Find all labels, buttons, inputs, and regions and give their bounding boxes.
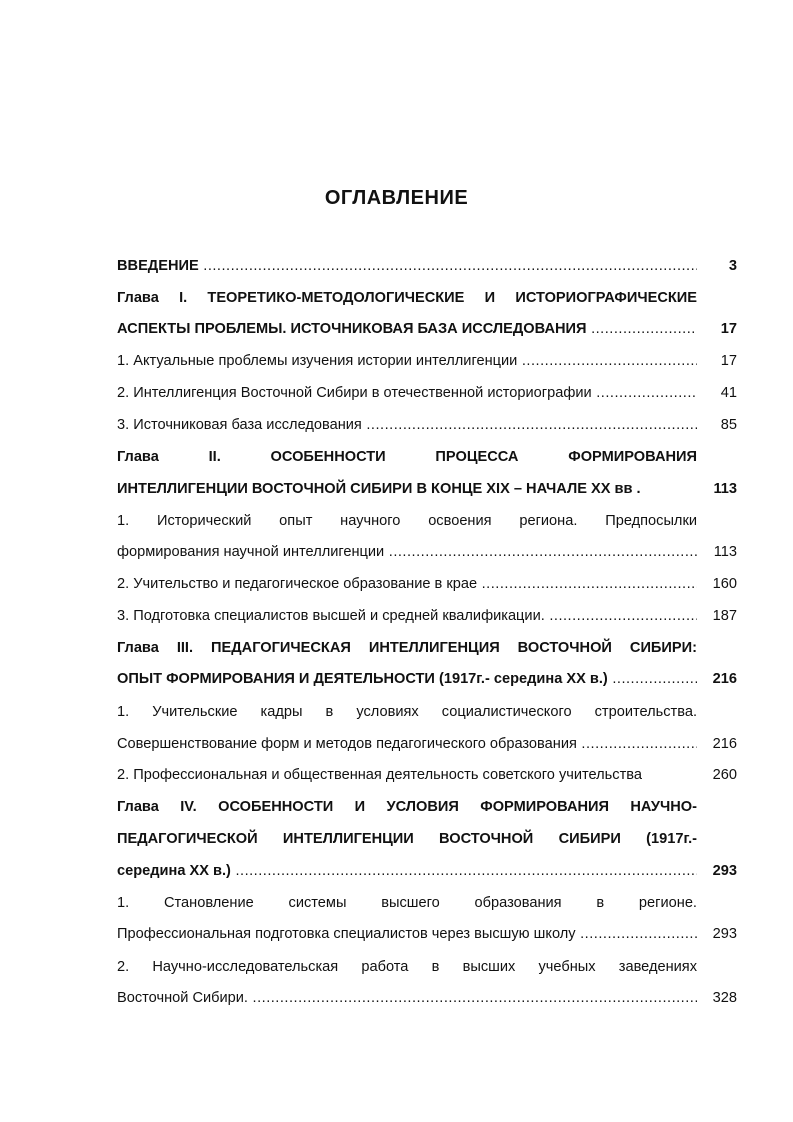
toc-entry-text: 2. Профессиональная и общественная деятельность советского учительства bbox=[117, 767, 642, 783]
toc-section-2-2[interactable] bbox=[117, 572, 737, 596]
toc-chapter-2-heading[interactable] bbox=[117, 445, 737, 469]
toc-page-number: 17 bbox=[720, 353, 737, 369]
toc-section-2-3[interactable] bbox=[117, 604, 737, 628]
toc-entry-text: 1. Становление системы высшего образования в регионе. bbox=[117, 895, 697, 911]
toc-chapter-4-heading-end[interactable] bbox=[117, 859, 737, 883]
toc-chapter-3-heading[interactable] bbox=[117, 636, 737, 660]
toc-chapter-4-heading-cont[interactable] bbox=[117, 827, 737, 851]
toc-page-number: 41 bbox=[720, 385, 737, 401]
toc-page-number: 216 bbox=[712, 736, 737, 752]
toc-page-number: 17 bbox=[720, 321, 737, 337]
toc-entry-text: 1. Исторический опыт научного освоения региона. Предпосылки bbox=[117, 513, 697, 529]
toc-chapter-2-heading-cont[interactable] bbox=[117, 477, 737, 501]
toc-page-number: 293 bbox=[712, 863, 737, 879]
toc-entry-text: 3. Источниковая база исследования ..... bbox=[117, 413, 697, 437]
toc-chapter-4-heading[interactable] bbox=[117, 795, 737, 819]
toc-section-4-2-cont[interactable] bbox=[117, 986, 737, 1010]
toc-page-number: 328 bbox=[712, 990, 737, 1006]
toc-section-1-2[interactable] bbox=[117, 381, 737, 405]
toc-page-number: 113 bbox=[713, 544, 737, 560]
toc-entry-text: Глава I. ТЕОРЕТИКО-МЕТОДОЛОГИЧЕСКИЕ И ИСТОРИОГРАФИЧЕСКИЕ bbox=[117, 290, 697, 306]
toc-entry-introduction[interactable] bbox=[117, 254, 737, 278]
toc-entry-text: Профессиональная подготовка специалистов через высшую школу ..... bbox=[117, 922, 697, 946]
toc-page-number: 260 bbox=[712, 767, 737, 783]
toc-entry-text: АСПЕКТЫ ПРОБЛЕМЫ. ИСТОЧНИКОВАЯ БАЗА ИССЛЕДОВАНИЯ ..... bbox=[117, 317, 697, 341]
toc-section-3-1-cont[interactable] bbox=[117, 732, 737, 756]
toc-section-2-1-cont[interactable] bbox=[117, 540, 737, 564]
toc-page-number: 187 bbox=[712, 608, 737, 624]
toc-page-number: 85 bbox=[720, 417, 737, 433]
toc-section-4-1[interactable] bbox=[117, 891, 737, 915]
toc-entry-text: Глава III. ПЕДАГОГИЧЕСКАЯ ИНТЕЛЛИГЕНЦИЯ ВОСТОЧНОЙ СИБИРИ: bbox=[117, 640, 697, 656]
toc-section-1-1[interactable] bbox=[117, 349, 737, 373]
toc-page-number: 113 bbox=[713, 481, 737, 497]
page-title: ОГЛАВЛЕНИЕ bbox=[324, 187, 469, 209]
toc-entry-text: 2. Интеллигенция Восточной Сибири в отечественной историографии ..... bbox=[117, 381, 697, 405]
toc-page-number: 3 bbox=[728, 258, 737, 274]
toc-entry-text: ПЕДАГОГИЧЕСКОЙ ИНТЕЛЛИГЕНЦИИ ВОСТОЧНОЙ СИБИРИ (1917г.- bbox=[117, 831, 697, 847]
toc-entry-text: ОПЫТ ФОРМИРОВАНИЯ И ДЕЯТЕЛЬНОСТИ (1917г.- середина XX в.) ..... bbox=[117, 667, 697, 691]
toc-section-2-1[interactable] bbox=[117, 509, 737, 533]
toc-entry-text: Совершенствование форм и методов педагогического образования ..... bbox=[117, 732, 697, 756]
toc-page-number: 216 bbox=[712, 671, 737, 687]
toc-chapter-3-heading-cont[interactable] bbox=[117, 667, 737, 691]
toc-section-3-1[interactable] bbox=[117, 700, 737, 724]
toc-entry-text: 1. Актуальные проблемы изучения истории интеллигенции ..... bbox=[117, 349, 697, 373]
toc-entry-text: 3. Подготовка специалистов высшей и средней квалификации. ..... bbox=[117, 604, 697, 628]
toc-entry-text: Восточной Сибири. ..... bbox=[117, 986, 697, 1010]
toc-chapter-1-heading[interactable] bbox=[117, 286, 737, 310]
toc-entry-text: Глава II. ОСОБЕННОСТИ ПРОЦЕССА ФОРМИРОВАНИЯ bbox=[117, 449, 697, 465]
toc-page-number: 293 bbox=[712, 926, 737, 942]
toc-section-4-1-cont[interactable] bbox=[117, 922, 737, 946]
toc-entry-text: 1. Учительские кадры в условиях социалистического строительства. bbox=[117, 704, 697, 720]
toc-entry-text: середина XX в.) ..... bbox=[117, 859, 697, 883]
toc-entry-text: 2. Учительство и педагогическое образование в крае ..... bbox=[117, 572, 697, 596]
toc-entry-text: формирования научной интеллигенции ..... bbox=[117, 540, 697, 564]
toc-chapter-1-heading-cont[interactable] bbox=[117, 317, 737, 341]
toc-entry-text: ИНТЕЛЛИГЕНЦИИ ВОСТОЧНОЙ СИБИРИ В КОНЦЕ XIX – НАЧАЛЕ XX вв . bbox=[117, 481, 641, 497]
toc-section-4-2[interactable] bbox=[117, 955, 737, 979]
toc-page-number: 160 bbox=[712, 576, 737, 592]
toc-entry-text: Глава IV. ОСОБЕННОСТИ И УСЛОВИЯ ФОРМИРОВАНИЯ НАУЧНО- bbox=[117, 799, 697, 815]
toc-section-1-3[interactable] bbox=[117, 413, 737, 437]
toc-entry-text: ВВЕДЕНИЕ ..... bbox=[117, 254, 697, 278]
toc-section-3-2[interactable] bbox=[117, 763, 737, 787]
toc-entry-text: 2. Научно-исследовательская работа в высших учебных заведениях bbox=[117, 959, 697, 975]
